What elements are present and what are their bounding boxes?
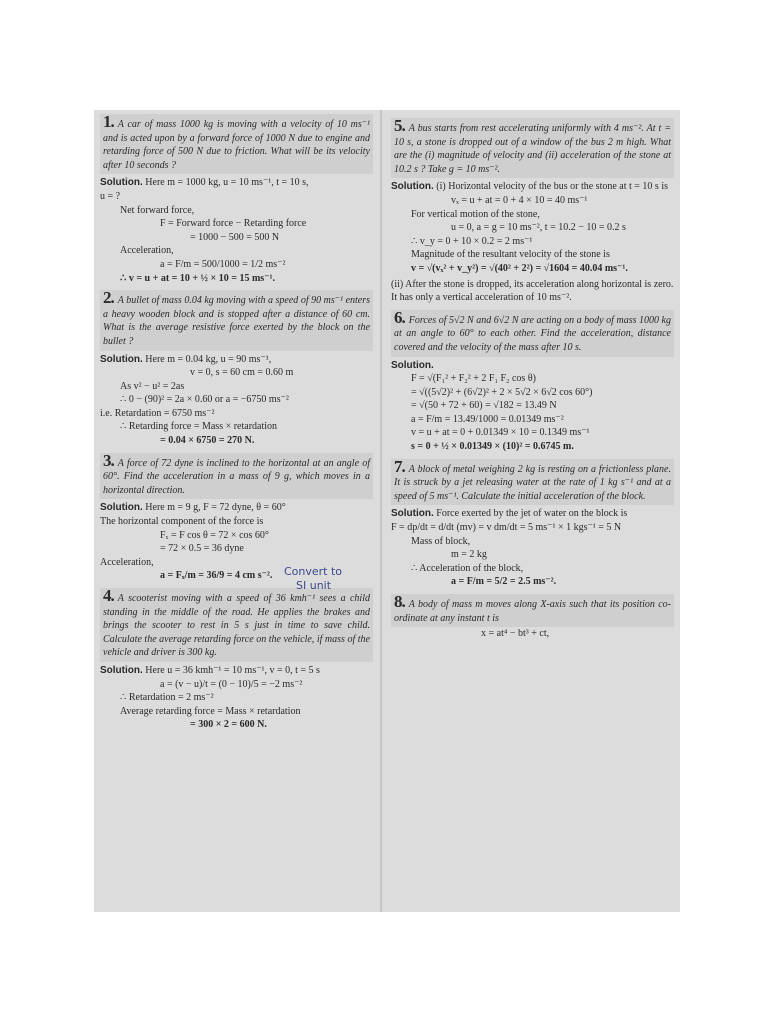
solution-label: Solution.: [391, 508, 434, 520]
solution-line: s = 0 + ½ × 0.01349 × (10)² = 0.6745 m.: [411, 441, 574, 453]
question-number: 6.: [394, 307, 405, 327]
question-number: 1.: [103, 112, 114, 131]
question-5: [391, 118, 674, 305]
solution-line: (ii) After the stone is dropped, its acceleration along horizontal is zero. It has only a vertical acceleration of 10 ms⁻².: [391, 278, 674, 304]
solution-line: = 1000 − 500 = 500 N: [190, 231, 280, 243]
solution-line: ∴ 0 − (90)² = 2a × 0.60 or a = −6750 ms⁻²: [120, 394, 289, 406]
question-6: [391, 307, 674, 454]
solution-line: Mass of block,: [411, 535, 471, 547]
solution-line: ∴ v = u + at = 10 + ½ × 10 = 15 ms⁻¹.: [120, 272, 275, 284]
solution-line: = 0.04 × 6750 = 270 N.: [160, 435, 255, 447]
question-7: [391, 456, 674, 589]
solution-line: vₓ = u + at = 0 + 4 × 10 = 40 ms⁻¹: [451, 194, 588, 206]
solution-line: Here m = 9 g, F = 72 dyne, θ = 60°: [145, 502, 286, 514]
solution-line: Here u = 36 kmh⁻¹ = 10 ms⁻¹, v = 0, t = 5 s: [145, 664, 320, 676]
question-text: Forces of 5√2 N and 6√2 N are acting on a body of mass 1000 kg at an angle to 60° to each other. Find the acceleration, distance covered and the velocity of the mass after 10 s.: [394, 314, 671, 353]
solution-line: = √((5√2)² + (6√2)² + 2 × 5√2 × 6√2 cos 60°): [411, 386, 593, 398]
column-divider: [380, 110, 382, 912]
question-number: 2.: [103, 288, 114, 308]
solution-line: = 300 × 2 = 600 N.: [190, 719, 267, 731]
solution-line: v = 0, s = 60 cm = 0.60 m: [190, 367, 294, 379]
solution-line: a = F/m = 5/2 = 2.5 ms⁻².: [451, 576, 557, 588]
handwritten-note: Convert to SI unit: [284, 564, 343, 592]
solution-line: The horizontal component of the force is: [100, 516, 264, 528]
solution-line: v = u + at = 0 + 0.01349 × 10 = 0.1349 ms⁻¹: [411, 427, 590, 439]
scanned-page: [94, 110, 680, 912]
solution-line: Fₓ = F cos θ = 72 × cos 60°: [160, 529, 269, 541]
solution-line: Magnitude of the resultant velocity of the stone is: [411, 249, 610, 261]
solution-line: m = 2 kg: [451, 549, 487, 561]
solution-label: Solution.: [391, 359, 434, 371]
question-3: [100, 450, 373, 592]
question-text: A bullet of mass 0.04 kg moving with a speed of 90 ms⁻¹ enters a heavy wooden block and is stopped after a distance of 60 cm. What is the average resistive force exerted by the block on the bullet ?: [103, 295, 370, 347]
solution-line: a = F/m = 13.49/1000 = 0.01349 ms⁻²: [411, 413, 564, 425]
solution-label: Solution.: [100, 502, 143, 514]
question-number: 8.: [394, 592, 405, 611]
solution-label: Solution.: [100, 177, 143, 189]
question-number: 3.: [103, 450, 114, 470]
solution-line: ∴ Retarding force = Mass × retardation: [120, 421, 278, 433]
solution-line: F = dp/dt = d/dt (mv) = v dm/dt = 5 ms⁻¹ × 1 kgs⁻¹ = 5 N: [391, 522, 622, 534]
solution-line: ∴ Retardation = 2 ms⁻²: [120, 692, 214, 704]
solution-line: F = √(F₁² + F₂² + 2 F₁ F₂ cos θ): [411, 373, 536, 385]
solution-line: = √(50 + 72 + 60) = √182 = 13.49 N: [411, 400, 557, 412]
solution-line: x = at⁴ − bt³ + ct,: [481, 628, 550, 640]
solution-label: Solution.: [391, 181, 434, 193]
solution-line: Here m = 0.04 kg, u = 90 ms⁻¹,: [145, 353, 272, 365]
solution-line: For vertical motion of the stone,: [411, 208, 540, 220]
solution-line: u = 0, a = g = 10 ms⁻², t = 10.2 − 10 = 0.2 s: [451, 222, 626, 234]
solution-line: (i) Horizontal velocity of the bus or the stone at t = 10 s is: [436, 181, 668, 193]
solution-line: Acceleration,: [100, 556, 154, 568]
question-text: A block of metal weighing 2 kg is resting on a frictionless plane. It is struck by a jet releasing water at the rate of 1 kg s⁻¹ and at a speed of 5 ms⁻¹. Calculate the initial acceleration of the block.: [394, 463, 671, 502]
solution-line: a = (v − u)/t = (0 − 10)/5 = −2 ms⁻²: [160, 678, 303, 690]
question-text: A scooterist moving with a speed of 36 kmh⁻¹ sees a child standing in the middle of the road. He applies the brakes and brings the scooter to rest in 5 s just in time to save child. Calculate the average retarding force on the vehicle, if mass of the vehicle and driver is 300 kg.: [103, 593, 370, 659]
question-number: 7.: [394, 456, 405, 476]
solution-line: a = Fₓ/m = 36/9 = 4 cm s⁻².: [160, 570, 273, 582]
solution-line: F = Forward force − Retarding force: [160, 218, 307, 230]
solution-line: v = √(vₓ² + v_y²) = √(40² + 2²) = √1604 = 40.04 ms⁻¹.: [411, 262, 628, 274]
solution-label: Solution.: [100, 664, 143, 676]
right-column: [391, 118, 674, 641]
solution-line: As v² − u² = 2as: [120, 380, 185, 392]
left-column: [100, 114, 373, 732]
question-8: [391, 594, 674, 641]
question-2: [100, 290, 373, 448]
question-text: A car of mass 1000 kg is moving with a velocity of 10 ms⁻¹ and is acted upon by a forward force of 1000 N due to engine and retarding force of 500 N due to friction. What will be its velocity after 10 seconds ?: [103, 119, 370, 171]
solution-line: a = F/m = 500/1000 = 1/2 ms⁻²: [160, 258, 286, 270]
solution-line: ∴ Acceleration of the block,: [411, 562, 524, 574]
solution-line: Acceleration,: [120, 245, 174, 257]
question-number: 4.: [103, 586, 114, 605]
question-number: 5.: [394, 116, 405, 135]
question-1: [100, 114, 373, 285]
solution-line: i.e. Retardation = 6750 ms⁻²: [100, 407, 215, 419]
solution-line: Average retarding force = Mass × retardation: [120, 705, 301, 717]
question-text: A force of 72 dyne is inclined to the horizontal at an angle of 60°. Find the acceleration in a mass of 9 g, which moves in a horizontal direction.: [103, 457, 370, 496]
solution-line: = 72 × 0.5 = 36 dyne: [160, 543, 244, 555]
solution-line: Here m = 1000 kg, u = 10 ms⁻¹, t = 10 s,: [145, 177, 309, 189]
solution-line: u = ?: [100, 190, 121, 202]
solution-label: Solution.: [100, 353, 143, 365]
solution-line: Force exerted by the jet of water on the block is: [436, 508, 628, 520]
solution-line: Net forward force,: [120, 204, 195, 216]
question-4: [100, 588, 373, 732]
question-text: A bus starts from rest accelerating uniformly with 4 ms⁻². At t = 10 s, a stone is dropped out of a window of the bus 2 m high. What are the (i) magnitude of velocity and (ii) acceleration of the stone at 10.2 s ? Take g = 10 ms⁻².: [394, 123, 671, 175]
solution-line: ∴ v_y = 0 + 10 × 0.2 = 2 ms⁻¹: [411, 235, 533, 247]
question-text: A body of mass m moves along X-axis such that its position co-ordinate at any instant t is: [394, 599, 671, 624]
